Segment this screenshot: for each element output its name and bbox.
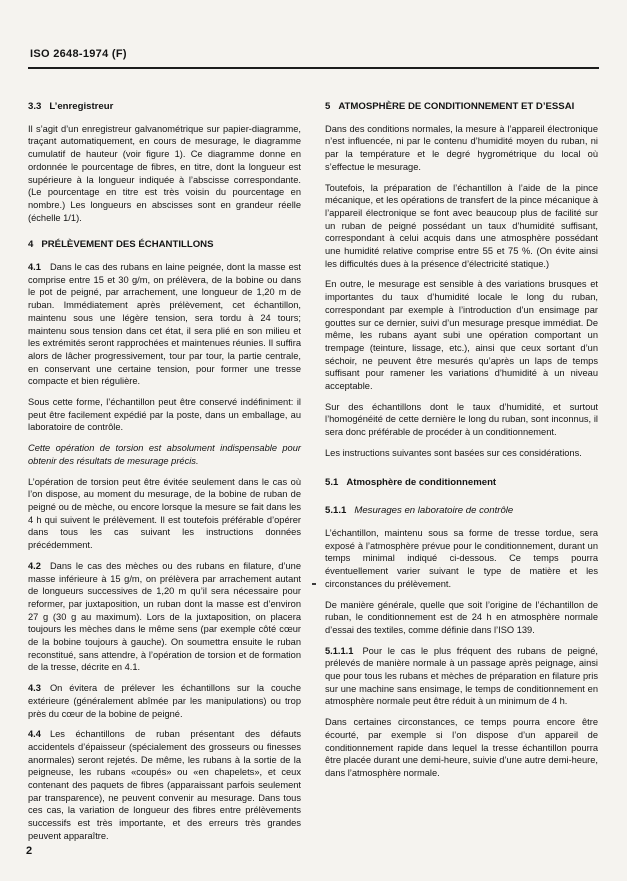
para-5-1-1-a: L’échantillon, maintenu sous sa forme de tresse tordue, sera exposé à l’atmosphère prévue pour le conditionnement, durant un temps minimal indiqué ci-dessous. Ce temps pourra éventuellement varier suivant le type de matière et les circonstances du prélèvement. <box>325 527 598 589</box>
clause-number: 4.4 <box>28 729 41 740</box>
para-5-e: Les instructions suivantes sont basées sur ces considérations. <box>325 447 582 458</box>
para-5-d: Sur des échantillons dont le taux d’humidité, et surtout l’homogénéité de cette dernière le long du ruban, sont inconnus, il sera donc préférable de procéder à un conditionnement. <box>325 401 598 438</box>
clause-number: 4.2 <box>28 560 41 571</box>
doc-reference: ISO 2648-1974 (F) <box>30 48 127 60</box>
clause-text: Dans le cas des mèches ou des rubans en filature, d’une masse inférieure à 15 g/m, on prélèvera par arrachement autant de longueurs successives de 1,20 m qu’il sera nécessaire pour reformer, par juxtaposition, un ruban dont la masse est d’environ 27 g (30 g au maximum). Lors de la juxtaposition, on placera toujours les mèches dans le même sens (par exemple côté cœur de la bobine toujours à gauche). On soumettra ensuite le ruban reconstitué, sans attendre, à l’opération de torsion et de formation de la tresse, décrite en 4.1. <box>28 560 301 673</box>
heading-4 <box>28 239 301 252</box>
right-column <box>325 101 598 851</box>
clause-number: 4 <box>28 239 34 251</box>
clause-text: Les échantillons de ruban présentant des défauts accidentels d’épaisseur (spécialement des grosseurs ou finesses anormales) seront rejetés. De même, les rubans à la sortie de la peigneuse, les rubans «coupés» ou «en chapelets», et ceux contenant des paquets de fibres (apparaissant parfois seulement par transparence), ne peuvent convenir au mesurage. Dans tous ces cas, la variation de longueur des fibres entre prélèvements successifs est très importante, et des erreurs très grandes peuvent apparaître. <box>28 729 301 841</box>
heading-5-1 <box>325 477 598 490</box>
clause-text: Pour le cas le plus fréquent des rubans de peigné, prélevés de manière normale à un passage après peignage, ainsi que pour tous les rubans et mèches de préparation en filature pris sur une machine sans ensimage, le temps de conditionnement en atmosphère normale peut être réduit à un minimum de 4 h. <box>325 645 598 707</box>
clause-text: Dans le cas des rubans en laine peignée, dont la masse est comprise entre 15 et 30 g/m, on prélèvera, de la bobine ou dans le pot de peigné, par arrachement, une longueur de 1,20 m de ruban. Immédiatement après prélèvement, cet échantillon, maintenu sous une légère tension, sera tordu à 24 tours; maintenu sous tension dans cet état, il sera plié en son milieu et les extrémités seront rapprochées et maintenues réunies. Il suffira alors de lâcher progressivement, tour par tour, la partie centrale, en conservant une certaine tension, pour former une tresse compacte et bien régulière. <box>28 262 301 387</box>
heading-3-3 <box>28 101 301 114</box>
para-4-3 <box>28 682 301 720</box>
heading-5 <box>325 101 598 114</box>
heading-title: Atmosphère de conditionnement <box>346 476 497 488</box>
para-5-1-1-1-a <box>325 645 598 709</box>
para-3-3: Il s’agit d’un enregistreur galvanométrique sur papier-diagramme, traçant automatiquement, en cours de mesurage, le diagramme cumulatif de hauteur (voir figure 1). Ce diagramme donne en ordonnée le pourcentage de fibres, en titre, dont la longueur est supérieure à la longueur indiquée à l’abscisse correspondante. (Le pourcentage en titre est très voisin du pourcentage en nombre.) Les longueurs en abscisses sont en grandeur réelle (échelle 1/1). <box>28 123 301 223</box>
clause-number: 4.1 <box>28 262 41 273</box>
para-4-4 <box>28 728 301 842</box>
clause-text: On évitera de prélever les échantillons sur la couche extérieure (généralement abîmée par les manipulations) ou trop près du cœur de la bobine de peigné. <box>28 683 301 719</box>
clause-number: 3.3 <box>28 101 42 112</box>
scan-artifact-mark <box>312 583 316 585</box>
para-5-c: En outre, le mesurage est sensible à des variations brusques et importantes du taux d’humidité locale le long du ruban, correspondant par exemple à l’introduction d’un ensimage par gouttes sur ce dernier, suivi d’un mesurage presque immédiat. De même, les rubans ayant subi une opération comportant un trempage (teinture, lissage, etc.), ainsi que ceux sortant d’un séchoir, ne peuvent être mesurés qu’après un laps de temps suffisant pour ramener les variations d’humidité à un niveau acceptable. <box>325 279 598 392</box>
para-4-2 <box>28 560 301 674</box>
para-5-1-1-b: De manière générale, quelle que soit l’origine de l’échantillon de ruban, le conditionnement est de 24 h en atmosphère normale d’essai des textiles, comme définie dans l’ISO 139. <box>325 599 598 635</box>
para-5-1-1-1-b: Dans certaines circonstances, ce temps pourra encore être écourté, par exemple si l’on dispose d’un appareil de conditionnement rapide dans lequel la tresse échantillon pourra être placée durant une demi-heure, suivie d’une autre demi-heure, dans l’atmosphère normale. <box>325 717 598 778</box>
clause-number: 5.1.1.1 <box>325 645 354 656</box>
para-4-1-b: Sous cette forme, l’échantillon peut être conservé indéfiniment: il peut être facilement expédié par la poste, dans un emballage, au laboratoire de contrôle. <box>28 397 301 433</box>
para-4-1 <box>28 261 301 388</box>
clause-number: 4.3 <box>28 683 41 694</box>
heading-title: PRÉLÈVEMENT DES ÉCHANTILLONS <box>41 239 214 251</box>
clause-number: 5.1 <box>325 476 339 488</box>
page-number: 2 <box>26 845 33 857</box>
para-4-1-note-italic: Cette opération de torsion est absolument indispensable pour obtenir des résultats de mesurage précis. <box>28 443 301 466</box>
heading-title: Mesurages en laboratoire de contrôle <box>354 505 514 517</box>
heading-5-1-1 <box>325 505 598 518</box>
two-column-body <box>28 101 599 851</box>
clause-number: 5 <box>325 101 331 112</box>
heading-title: ATMOSPHÈRE DE CONDITIONNEMENT ET D’ESSAI <box>338 101 575 112</box>
para-5-b: Toutefois, la préparation de l’échantillon à l’aide de la pince mécanique, et les opérations de transfert de la pince mécanique à l’appareil électronique se font avec beaucoup plus de facilité sur un ruban de peigné possédant un taux d’humidité suffisant, correspondant à celui acquis dans une atmosphère possédant une humidité relative comprise entre 55 et 75 %. (On évite ainsi les difficultés dues à la présence d’électricité statique.) <box>325 182 598 269</box>
header-rule <box>28 67 599 69</box>
para-4-1-c: L’opération de torsion peut être évitée seulement dans le cas où l’on dispose, au moment du mesurage, de la bobine de ruban de peigné ou de mèche, ou encore lorsque la mesure se fait dans les 4 h qui suivent le prélèvement. Il est toutefois préférable d’opérer dans tous les cas suivant les instructions données précédemment. <box>28 476 301 551</box>
left-column <box>28 101 301 851</box>
para-5-a: Dans des conditions normales, la mesure à l’appareil électronique n’est influencée, ni par le contenu d’humidité moyen du ruban, ni par la température et le degré hygrométrique du local où s’effectue le mesurage. <box>325 123 598 172</box>
clause-number: 5.1.1 <box>325 505 347 517</box>
heading-title: L’enregistreur <box>49 101 114 112</box>
